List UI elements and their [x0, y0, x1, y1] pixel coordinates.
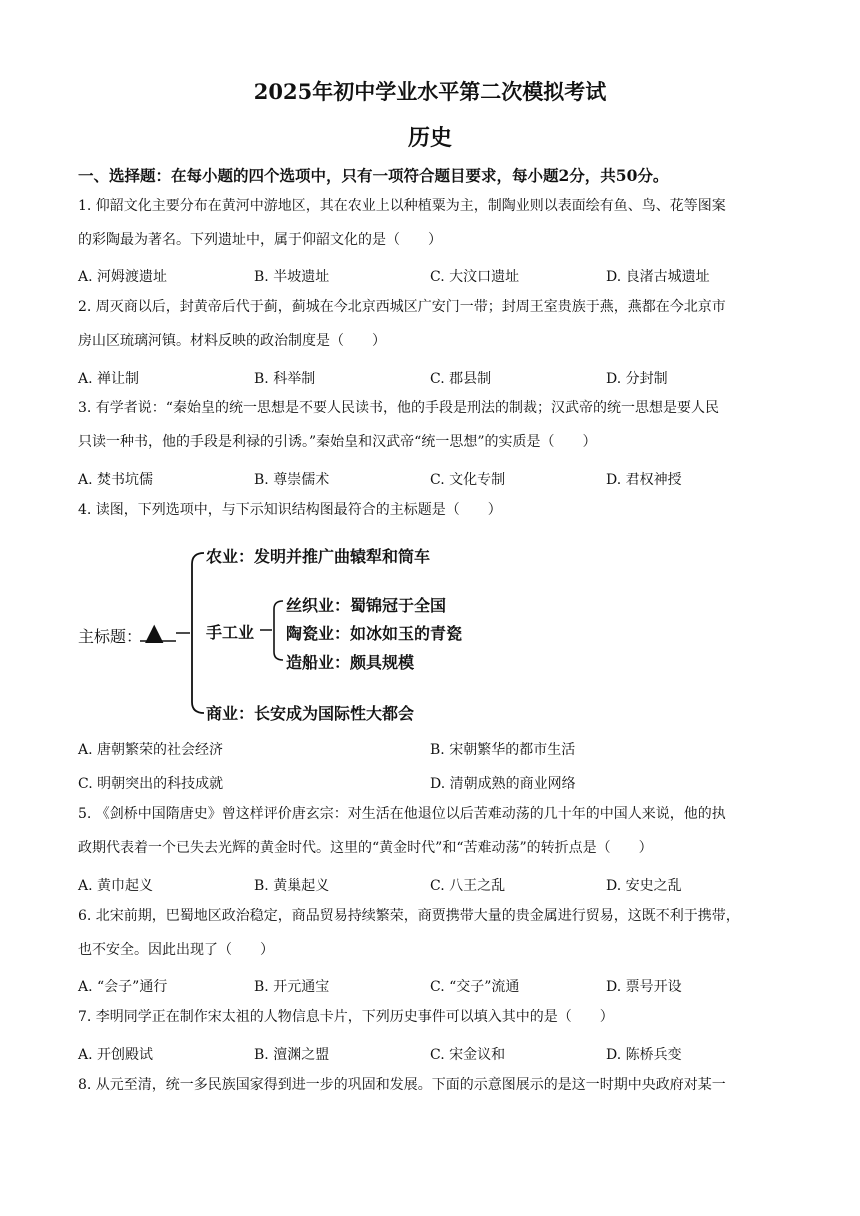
- question-2-line-1: 2. 周灭商以后，封黄帝后代于蓟，蓟城在今北京西城区广安门一带；封周王室贵族于燕，燕都在今北京市: [78, 299, 726, 315]
- question-4-line-1: 4. 读图，下列选项中，与下示知识结构图最符合的主标题是（ ）: [78, 502, 502, 518]
- diagram-handicraft: 手工业: [206, 623, 255, 642]
- question-5-line-1: 5. 《剑桥中国隋唐史》曾这样评价唐玄宗：对生活在他退位以后苦难动荡的几十年的中国人来说，他的执: [78, 806, 726, 822]
- q5-option-d[interactable]: D. 安史之乱: [606, 878, 682, 894]
- q4-option-b[interactable]: B. 宋朝繁华的都市生活: [430, 742, 576, 758]
- question-7-line-1: 7. 李明同学正在制作宋太祖的人物信息卡片，下列历史事件可以填入其中的是（ ）: [78, 1009, 614, 1025]
- question-2-line-2: 房山区琉璃河镇。材料反映的政治制度是（ ）: [78, 333, 386, 349]
- q1-option-c[interactable]: C. 大汶口遗址: [430, 269, 520, 285]
- q4-option-a[interactable]: A. 唐朝繁荣的社会经济: [78, 742, 224, 758]
- q7-option-b[interactable]: B. 澶渊之盟: [254, 1047, 330, 1063]
- question-5-line-2: 政期代表着一个已失去光辉的黄金时代。这里的“黄金时代”和“苦难动荡”的转折点是（ ）: [78, 840, 653, 856]
- q4-option-c[interactable]: C. 明朝突出的科技成就: [78, 776, 224, 792]
- q6-option-b[interactable]: B. 开元通宝: [254, 979, 330, 995]
- diagram-placeholder-triangle: ▲: [145, 618, 164, 646]
- q1-option-b[interactable]: B. 半坡遗址: [254, 269, 330, 285]
- q1-option-a[interactable]: A. 河姆渡遗址: [78, 269, 168, 285]
- q3-option-c[interactable]: C. 文化专制: [430, 472, 506, 488]
- q1-option-d[interactable]: D. 良渚古城遗址: [606, 269, 710, 285]
- diagram-porcelain: 陶瓷业：如冰如玉的青瓷: [286, 624, 463, 643]
- diagram-agriculture: 农业：发明并推广曲辕犁和筒车: [206, 547, 431, 566]
- diagram-shipbuilding: 造船业：颇具规模: [286, 653, 415, 672]
- q2-option-d[interactable]: D. 分封制: [606, 371, 668, 387]
- subject-title: 历史: [407, 125, 452, 151]
- diagram-main-label: 主标题：: [78, 627, 143, 646]
- q7-option-d[interactable]: D. 陈桥兵变: [606, 1047, 682, 1063]
- question-6-line-2: 也不安全。因此出现了（ ）: [78, 942, 274, 958]
- knowledge-structure-diagram: [78, 538, 538, 723]
- question-8-line-1: 8. 从元至清，统一多民族国家得到进一步的巩固和发展。下面的示意图展示的是这一时期中央政府对某一: [78, 1077, 726, 1093]
- question-3-line-2: 只读一种书，他的手段是利禄的引诱。”秦始皇和汉武帝“统一思想”的实质是（ ）: [78, 434, 597, 450]
- question-1-line-1: 1. 仰韶文化主要分布在黄河中游地区，其在农业上以种植粟为主，制陶业则以表面绘有鱼、鸟、花等图案: [78, 198, 726, 214]
- q2-option-c[interactable]: C. 郡县制: [430, 371, 492, 387]
- q4-option-d[interactable]: D. 清朝成熟的商业网络: [430, 776, 576, 792]
- question-3-line-1: 3. 有学者说：“秦始皇的统一思想是不要人民读书，他的手段是刑法的制裁；汉武帝的统一思想是要人民: [78, 400, 719, 416]
- section-heading: 一、选择题：在每小题的四个选项中，只有一项符合题目要求，每小题2分，共50分。: [78, 166, 669, 185]
- q7-option-c[interactable]: C. 宋金议和: [430, 1047, 506, 1063]
- diagram-commerce: 商业：长安成为国际性大都会: [206, 704, 415, 723]
- q6-option-d[interactable]: D. 票号开设: [606, 979, 682, 995]
- q3-option-b[interactable]: B. 尊崇儒术: [254, 472, 330, 488]
- q5-option-b[interactable]: B. 黄巢起义: [254, 878, 330, 894]
- q2-option-a[interactable]: A. 禅让制: [78, 371, 140, 387]
- q5-option-a[interactable]: A. 黄巾起义: [78, 878, 154, 894]
- exam-title: 2025年初中学业水平第二次模拟考试: [253, 79, 607, 104]
- q2-option-b[interactable]: B. 科举制: [254, 371, 316, 387]
- q3-option-a[interactable]: A. 焚书坑儒: [78, 472, 154, 488]
- q6-option-a[interactable]: A. “会子”通行: [78, 979, 168, 995]
- q6-option-c[interactable]: C. “交子”流通: [430, 979, 520, 995]
- q3-option-d[interactable]: D. 君权神授: [606, 472, 682, 488]
- question-1-line-2: 的彩陶最为著名。下列遗址中，属于仰韶文化的是（ ）: [78, 232, 442, 248]
- q5-option-c[interactable]: C. 八王之乱: [430, 878, 506, 894]
- question-6-line-1: 6. 北宋前期，巴蜀地区政治稳定，商品贸易持续繁荣，商贾携带大量的贵金属进行贸易，这既不利于携带，: [78, 908, 740, 924]
- q7-option-a[interactable]: A. 开创殿试: [78, 1047, 154, 1063]
- diagram-silk: 丝织业：蜀锦冠于全国: [286, 596, 447, 615]
